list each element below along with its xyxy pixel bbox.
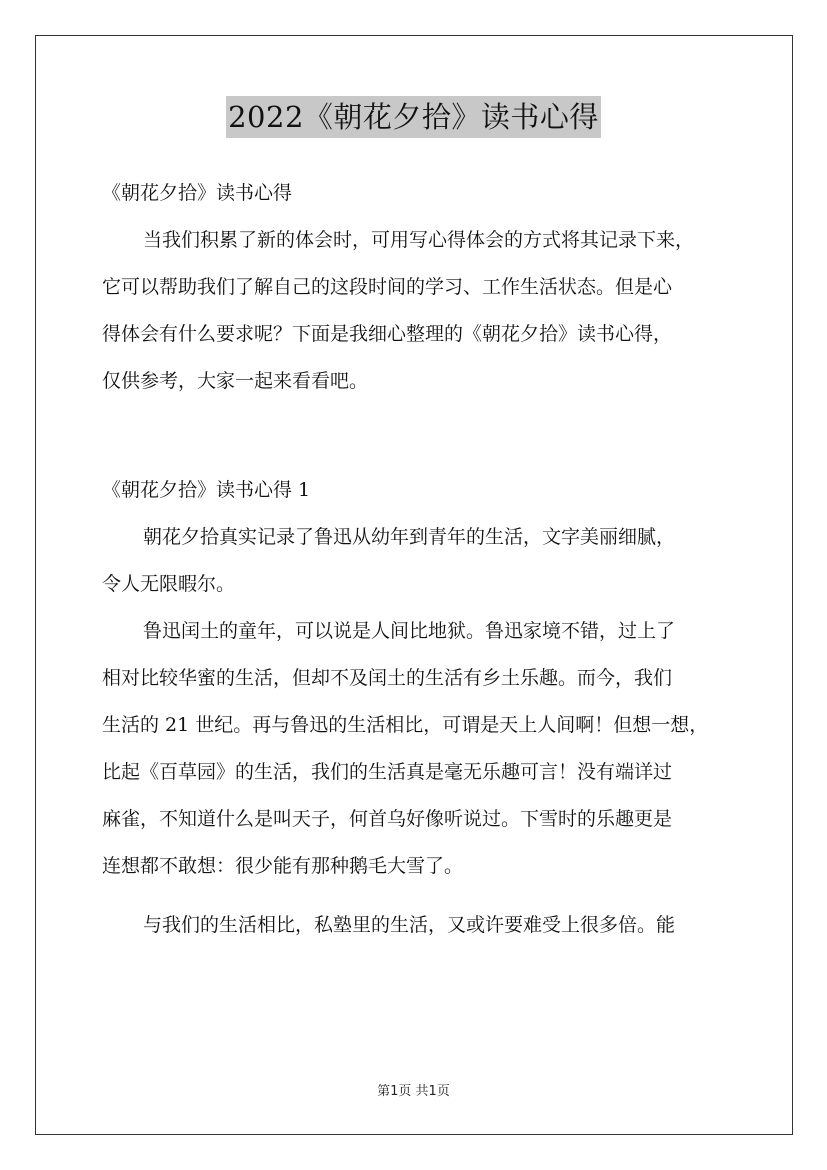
intro-line: 仅供参考，大家一起来看看吧。 (102, 370, 369, 392)
page-number: 第1页 共1页 (377, 1084, 450, 1099)
intro-line: 当我们积累了新的体会时，可用写心得体会的方式将其记录下来， (143, 229, 695, 251)
paragraph-line: 令人无限暇尔。 (102, 573, 236, 595)
paragraph-line: 生活的 21 世纪。再与鲁迅的生活相比，可谓是天上人间啊！但想一想， (102, 714, 709, 736)
section-heading: 《朝花夕拾》读书心得 1 (102, 479, 311, 501)
paragraph-line: 连想都不敢想：很少能有那种鹅毛大雪了。 (102, 855, 464, 877)
intro-line: 它可以帮助我们了解自己的这段时间的学习、工作生活状态。但是心 (102, 276, 673, 298)
paragraph-line: 比起《百草园》的生活，我们的生活真是毫无乐趣可言！没有端详过 (102, 761, 673, 783)
paragraph-line: 与我们的生活相比，私塾里的生活，又或许要难受上很多倍。能 (143, 914, 676, 936)
paragraph-line: 麻雀，不知道什么是叫天子，何首乌好像听说过。下雪时的乐趣更是 (102, 808, 673, 830)
paragraph-line: 相对比较华蜜的生活，但却不及闰土的生活有乡土乐趣。而今，我们 (102, 667, 673, 689)
intro-heading: 《朝花夕拾》读书心得 (102, 182, 293, 204)
document-body (102, 176, 742, 942)
paragraph-line: 朝花夕拾真实记录了鲁迅从幼年到青年的生活，文字美丽细腻， (143, 526, 676, 548)
title-container (0, 96, 827, 138)
paragraph-line: 鲁迅闰土的童年，可以说是人间比地狱。鲁迅家境不错，过上了 (143, 620, 676, 642)
intro-line: 得体会有什么要求呢？下面是我细心整理的《朝花夕拾》读书心得， (102, 323, 673, 345)
document-title: 2022《朝花夕拾》读书心得 (226, 96, 601, 138)
